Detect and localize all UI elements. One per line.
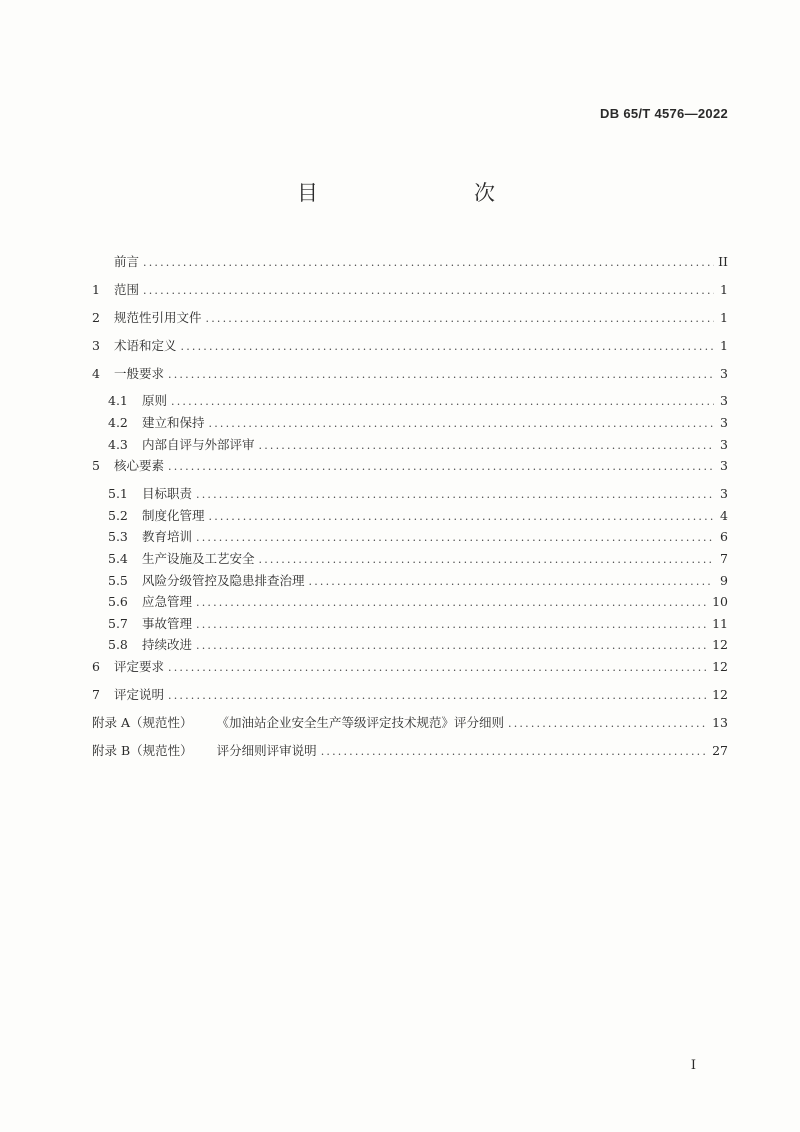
toc-entry-label: 事故管理 [142, 615, 193, 631]
toc-entry-page: 1 [720, 309, 728, 325]
toc-entry-number: 5.4 [108, 550, 128, 566]
standard-number: DB 65/T 4576—2022 [600, 106, 728, 121]
toc-entry-page: 13 [712, 714, 728, 730]
dot-leader [196, 638, 708, 654]
page-title: 目 次 [297, 181, 533, 205]
dot-leader [196, 617, 708, 633]
toc-entry-label: 评分细则评审说明 [216, 742, 317, 758]
toc-entry-number: 5.5 [108, 572, 128, 588]
toc-entry-number: 5.2 [108, 507, 128, 523]
toc-entry[interactable] [92, 743, 728, 760]
toc-entry-page: 10 [712, 594, 728, 610]
toc-entry-page: II [718, 254, 728, 269]
dot-leader [321, 744, 708, 760]
dot-leader [168, 660, 708, 676]
toc-entry-label: 一般要求 [114, 365, 165, 381]
toc-entry[interactable] [92, 715, 728, 732]
toc-entry[interactable] [92, 616, 728, 633]
toc-entry-label: 教育培训 [142, 529, 193, 545]
dot-leader [196, 595, 708, 611]
toc-entry-page: 12 [712, 686, 728, 702]
toc-entry-page: 3 [720, 365, 728, 381]
dot-leader [259, 438, 714, 454]
toc-entry[interactable] [92, 393, 728, 410]
toc-entry-label: 制度化管理 [142, 507, 205, 523]
toc-entry-label: 目标职责 [142, 486, 193, 502]
toc-entry-page: 1 [720, 337, 728, 353]
toc-entry-number: 4.3 [108, 436, 128, 452]
toc-entry-label: 原则 [142, 393, 168, 409]
toc-entry-number: 6 [92, 658, 100, 674]
toc-entry-page: 3 [720, 436, 728, 452]
toc-entry-number: 5 [92, 458, 100, 474]
dot-leader [209, 416, 714, 432]
dot-leader [143, 255, 714, 271]
toc-entry[interactable] [92, 551, 728, 568]
toc-entry-label: 生产设施及工艺安全 [142, 550, 255, 566]
toc-entry[interactable] [92, 310, 728, 327]
toc-entry[interactable] [92, 659, 728, 676]
toc-entry-number: 5.8 [108, 637, 128, 653]
toc-entry[interactable] [92, 437, 728, 454]
toc-entry-page: 7 [720, 550, 728, 566]
toc-entry[interactable] [92, 254, 728, 271]
toc-entry-page: 3 [720, 415, 728, 431]
toc-entry-label: 持续改进 [142, 637, 193, 653]
toc-entry-page: 12 [712, 637, 728, 653]
toc-entry-label: 评定要求 [114, 658, 165, 674]
toc-entry-label: 范围 [114, 281, 140, 297]
dot-leader [309, 574, 714, 590]
toc-entry-number: 4.1 [108, 393, 128, 409]
toc-entry[interactable] [92, 529, 728, 546]
toc-entry[interactable] [92, 458, 728, 475]
toc-entry-label: 建立和保持 [142, 415, 205, 431]
toc-entry-label: 风险分级管控及隐患排查治理 [142, 572, 305, 588]
toc-entry[interactable] [92, 687, 728, 704]
toc-entry-label: 核心要素 [114, 458, 165, 474]
toc-entry[interactable] [92, 282, 728, 299]
toc-entry-number: 4 [92, 365, 100, 381]
toc-entry-number: 1 [92, 281, 100, 297]
dot-leader [168, 688, 708, 704]
dot-leader [143, 283, 714, 299]
toc-entry-page: 4 [720, 507, 728, 523]
toc-entry-label: 应急管理 [142, 594, 193, 610]
toc-entry-page: 27 [712, 742, 728, 758]
toc-entry-page: 3 [720, 486, 728, 502]
toc-entry[interactable] [92, 366, 728, 383]
toc-entry-page: 1 [720, 281, 728, 297]
toc-entry[interactable] [92, 415, 728, 432]
toc-entry-number: 5.7 [108, 615, 128, 631]
toc-entry-number: 5.1 [108, 486, 128, 502]
toc-entry-page: 9 [720, 572, 728, 588]
toc-entry-page: 3 [720, 393, 728, 409]
dot-leader [196, 530, 714, 546]
toc-entry-number: 2 [92, 309, 100, 325]
page-number: I [690, 1058, 696, 1073]
toc-entry-label: 《加油站企业安全生产等级评定技术规范》评分细则 [216, 714, 505, 730]
toc-entry-page: 11 [712, 615, 728, 631]
table-of-contents [92, 254, 728, 770]
toc-entry-number: 附录 B（规范性） [92, 742, 193, 758]
toc-entry-label: 前言 [114, 254, 140, 269]
dot-leader [196, 487, 714, 503]
dot-leader [206, 311, 714, 327]
toc-entry-number: 7 [92, 686, 100, 702]
toc-entry-label: 规范性引用文件 [114, 309, 202, 325]
toc-entry[interactable] [92, 486, 728, 503]
toc-entry[interactable] [92, 637, 728, 654]
toc-entry-label: 评定说明 [114, 686, 165, 702]
dot-leader [168, 367, 714, 383]
dot-leader [508, 716, 708, 732]
toc-entry-number: 5.3 [108, 529, 128, 545]
dot-leader [168, 459, 714, 475]
toc-entry-label: 术语和定义 [114, 337, 177, 353]
toc-entry-number: 4.2 [108, 415, 128, 431]
dot-leader [259, 552, 714, 568]
toc-entry-number: 5.6 [108, 594, 128, 610]
dot-leader [171, 394, 714, 410]
toc-entry[interactable] [92, 338, 728, 355]
toc-entry-page: 3 [720, 458, 728, 474]
toc-entry[interactable] [92, 594, 728, 611]
toc-entry-page: 6 [720, 529, 728, 545]
dot-leader [209, 509, 714, 525]
toc-entry-number: 附录 A（规范性） [92, 714, 193, 730]
dot-leader [181, 339, 714, 355]
toc-entry-number: 3 [92, 337, 100, 353]
toc-entry[interactable] [92, 573, 728, 590]
toc-entry-page: 12 [712, 658, 728, 674]
toc-entry-label: 内部自评与外部评审 [142, 436, 255, 452]
toc-entry[interactable] [92, 508, 728, 525]
